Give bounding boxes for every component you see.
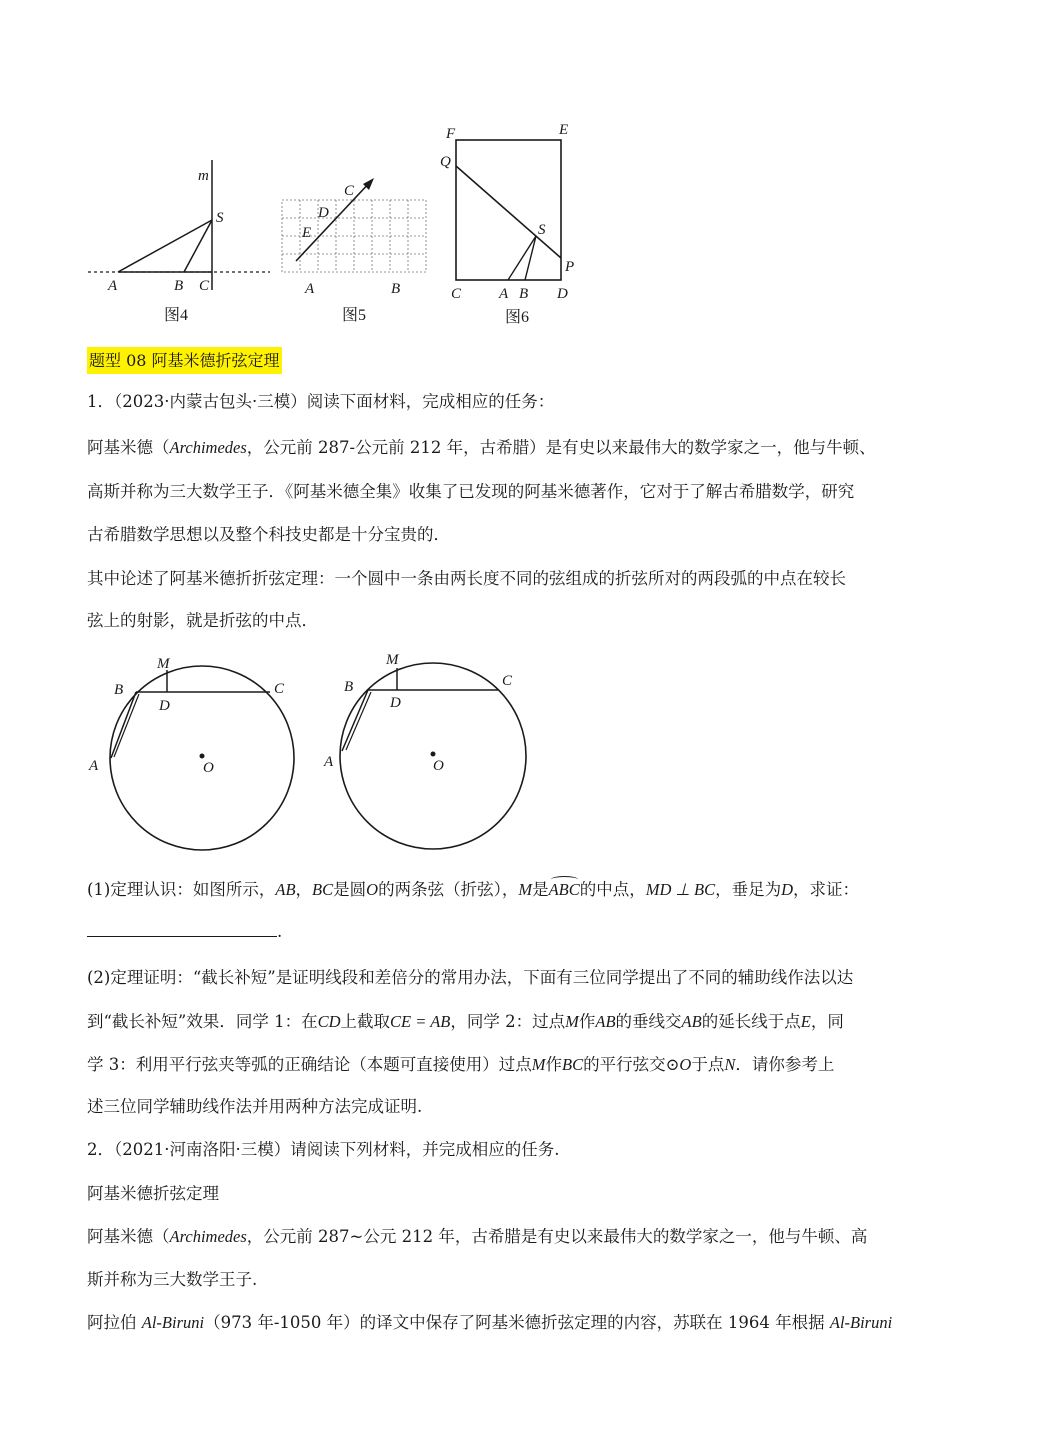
label-A: A (108, 278, 118, 294)
circle-figure-left (80, 650, 310, 865)
q2-para1-line1: 阿基米德（Archimedes，公元前 287~公元 212 年，古希腊是有史以来最伟大的数学家之一，他与牛顿、高 (87, 1227, 868, 1246)
label-B: B (344, 679, 354, 695)
label-S: S (538, 222, 546, 238)
q2-title: 2．（2021·河南洛阳·三模）请阅读下列材料，并完成相应的任务. (87, 1140, 560, 1159)
figure-4 (80, 150, 280, 330)
label-A: A (499, 286, 509, 302)
label-C: C (199, 278, 210, 294)
label-D: D (318, 205, 329, 221)
label-D: D (390, 695, 401, 711)
label-M: M (386, 652, 399, 668)
label-S: S (216, 210, 224, 226)
q1-part2-line4: 述三位同学辅助线作法并用两种方法完成证明. (87, 1097, 423, 1116)
label-B: B (174, 278, 184, 294)
q2-subtitle: 阿基米德折弦定理 (87, 1184, 219, 1203)
figure-6-caption: 图6 (505, 309, 530, 326)
label-A: A (89, 758, 99, 774)
label-C: C (451, 286, 462, 302)
label-E: E (302, 225, 312, 241)
q1-part2-line3: 学 3：利用平行弦夹等弧的正确结论（本题可直接使用）过点M作BC的平行弦交⊙O于点N．请你参考上 (87, 1055, 835, 1074)
label-D: D (557, 286, 568, 302)
q1-para1-line1: 阿基米德（Archimedes，公元前 287-公元前 212 年，古希腊）是有史以来最伟大的数学家之一，他与牛顿、 (87, 438, 876, 457)
answer-blank[interactable] (87, 922, 277, 937)
label-O: O (433, 758, 444, 774)
q1-part1: (1)定理认识：如图所示，AB，BC是圆O的两条弦（折弦），M是ABC的中点，MD ⊥ BC，垂足为D，求证： (87, 880, 860, 899)
label-A: A (324, 754, 334, 770)
label-m: m (198, 168, 209, 184)
label-F: F (446, 126, 456, 142)
label-E: E (559, 122, 569, 138)
q1-title: 1．（2023·内蒙古包头·三模）阅读下面材料，完成相应的任务： (87, 392, 555, 411)
figure-4-caption: 图4 (164, 307, 189, 324)
label-B: B (114, 682, 124, 698)
label-B: B (391, 281, 401, 297)
label-B: B (519, 286, 529, 302)
q2-para2-line1: 阿拉伯 Al-Biruni（973 年-1050 年）的译文中保存了阿基米德折弦定理的内容，苏联在 1964 年根据 Al-Biruni (87, 1313, 893, 1332)
label-M: M (157, 656, 170, 672)
q1-para2-line2: 弦上的射影，就是折弦的中点． (87, 611, 318, 630)
label-A: A (305, 281, 315, 297)
q1-para1-line2: 高斯并称为三大数学王子．《阿基米德全集》收集了已发现的阿基米德著作，它对于了解古希腊数学，研究 (87, 482, 855, 501)
q1-part2-line1: (2)定理证明：“截长补短”是证明线段和差倍分的常用办法，下面有三位同学提出了不同的辅助线作法以达 (87, 968, 854, 987)
q1-para1-line3: 古希腊数学思想以及整个科技史都是十分宝贵的． (87, 525, 450, 544)
label-C: C (502, 673, 513, 689)
q2-para1-line2: 斯并称为三大数学王子. (87, 1270, 258, 1289)
q1-part1-answer-line: . (87, 922, 967, 942)
label-D: D (159, 698, 170, 714)
label-O: O (203, 760, 214, 776)
figure-5 (280, 175, 440, 330)
q1-part2-line2: 到“截长补短”效果．同学 1：在CD上截取CE = AB，同学 2：过点M作AB的垂线交AB的延长线于点E，同 (87, 1012, 844, 1031)
section-heading: 题型 08 阿基米德折弦定理 (87, 347, 282, 374)
figure-6 (437, 118, 597, 330)
label-C: C (344, 183, 355, 199)
label-Q: Q (440, 154, 451, 170)
q1-para2-line1: 其中论述了阿基米德折折弦定理：一个圆中一条由两长度不同的弦组成的折弦所对的两段弧的中点在较长 (87, 569, 846, 588)
label-C: C (274, 681, 285, 697)
circle-figure-right (315, 650, 545, 865)
figure-5-caption: 图5 (342, 307, 367, 324)
label-P: P (565, 259, 575, 275)
